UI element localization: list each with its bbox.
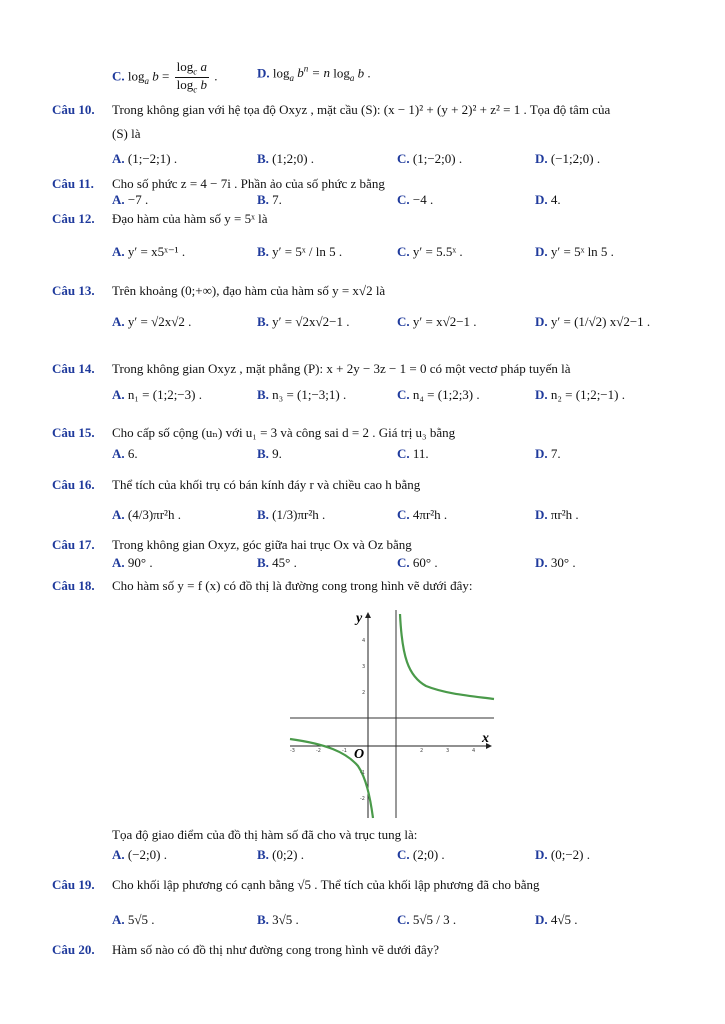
y-tick-label: 3	[362, 664, 366, 670]
q9-c-fraction	[175, 60, 209, 95]
option-label: B.	[257, 314, 269, 329]
option-text: 60° .	[412, 555, 438, 570]
q9-c-num-log: log	[176, 59, 194, 74]
q14-option-a	[112, 387, 202, 403]
q11-option-c	[397, 192, 433, 208]
q13-option-b	[257, 314, 349, 330]
option-text: n₃ = (1;−3;1) .	[272, 387, 347, 402]
q13-number: Câu 13.	[52, 283, 95, 298]
q9-c-num-var: a	[200, 59, 207, 74]
q15-stem: Cho cấp số cộng (uₙ) với u₁ = 3 và công sai d = 2 . Giá trị u₃ bằng	[112, 425, 456, 440]
option-text: (2;0) .	[412, 847, 445, 862]
x-tick-label: 2	[420, 748, 424, 754]
q15-option-c	[397, 446, 429, 462]
x-tick-label: 4	[472, 748, 476, 754]
option-text: −4 .	[412, 192, 434, 207]
q18-stem: Cho hàm số y = f (x) có đồ thị là đường cong trong hình vẽ dưới đây:	[112, 578, 473, 593]
q19-option-d	[535, 912, 578, 928]
option-label: C.	[397, 244, 410, 259]
option-text: (−2;0) .	[127, 847, 167, 862]
q18-question: Tọa độ giao điểm của đồ thị hàm số đã cho và trục tung là:	[112, 827, 418, 842]
option-text: y′ = x√2−1 .	[412, 314, 477, 329]
q13-stem: Trên khoảng (0;+∞), đạo hàm của hàm số y = x√2 là	[112, 283, 386, 298]
option-label: D.	[535, 507, 548, 522]
q11-number: Câu 11.	[52, 176, 94, 191]
q15-option-a	[112, 446, 138, 462]
option-text: 5√5 / 3 .	[412, 912, 457, 927]
q12-stem: Đạo hàm của hàm số y = 5ˣ là	[112, 211, 268, 226]
option-label: D.	[535, 387, 548, 402]
q9-c-den-var: b	[200, 77, 207, 93]
q17-option-d	[535, 555, 576, 571]
option-label: B.	[257, 912, 269, 927]
q13-option-c	[397, 314, 477, 330]
q10-stem-line2: (S) là	[112, 126, 141, 141]
q13-option-a	[112, 314, 191, 330]
option-text: n₁ = (1;2;−3) .	[127, 387, 202, 402]
q12-option-c	[397, 244, 463, 260]
q15-option-b	[257, 446, 282, 462]
q19-option-b	[257, 912, 299, 928]
q12-option-a	[112, 244, 185, 260]
option-text: 4.	[550, 192, 561, 207]
q9-d-log: log	[272, 65, 290, 81]
q9-c-num-sub: c	[193, 66, 198, 77]
y-tick-label: -1	[360, 770, 365, 776]
y-tick-label: -2	[360, 796, 365, 802]
option-text: 11.	[412, 446, 429, 461]
option-label: C.	[397, 387, 410, 402]
q19-number: Câu 19.	[52, 877, 95, 892]
q9-c-den-sub: c	[193, 84, 198, 95]
option-label: D.	[535, 314, 548, 329]
q9-c-log: log	[127, 68, 145, 84]
option-label: B.	[257, 151, 269, 166]
q12-option-b	[257, 244, 342, 260]
option-text: 9.	[272, 446, 282, 461]
graph-background	[286, 606, 498, 820]
option-text: (1;−2;1) .	[127, 151, 178, 166]
q11-stem: Cho số phức z = 4 − 7i . Phần ảo của số phức z bằng	[112, 176, 385, 191]
q19-option-c	[397, 912, 456, 928]
option-text: n₄ = (1;2;3) .	[412, 387, 480, 402]
q11-option-b	[257, 192, 282, 208]
option-text: y′ = x5ˣ⁻¹ .	[127, 244, 186, 259]
option-text: 45° .	[272, 555, 297, 570]
option-label: B.	[257, 387, 269, 402]
q14-number: Câu 14.	[52, 361, 95, 376]
option-label: D.	[535, 847, 548, 862]
option-label: B.	[257, 847, 269, 862]
option-label: B.	[257, 446, 269, 461]
option-text: (4/3)πr²h .	[127, 507, 181, 522]
option-label: B.	[257, 192, 269, 207]
q16-option-a	[112, 507, 181, 523]
option-text: (0;2) .	[272, 847, 304, 862]
option-label: A.	[112, 314, 125, 329]
q10-number: Câu 10.	[52, 102, 95, 117]
q11-option-d	[535, 192, 561, 208]
q20-stem: Hàm số nào có đồ thị như đường cong trong hình vẽ dưới đây?	[112, 942, 439, 957]
q16-option-d	[535, 507, 579, 523]
q19-stem: Cho khối lập phương có cạnh bằng √5 . Thể tích của khối lập phương đã cho bằng	[112, 877, 540, 892]
option-label: B.	[257, 507, 269, 522]
option-label: D.	[535, 151, 548, 166]
option-text: y′ = 5ˣ / ln 5 .	[272, 244, 343, 259]
option-text: 4√5 .	[550, 912, 578, 927]
q10-option-a	[112, 151, 177, 167]
q17-option-b	[257, 555, 297, 571]
option-text: 5√5 .	[127, 912, 155, 927]
option-text: (1;2;0) .	[272, 151, 315, 166]
option-text: y′ = √2x√2 .	[127, 314, 192, 329]
x-axis-label: x	[482, 731, 489, 746]
option-label: C.	[397, 192, 410, 207]
option-text: (1/3)πr²h .	[272, 507, 326, 522]
x-tick-label: -3	[290, 748, 295, 754]
q20-number: Câu 20.	[52, 942, 95, 957]
x-tick-label: -2	[316, 748, 321, 754]
q14-option-d	[535, 387, 625, 403]
option-label: A.	[112, 151, 125, 166]
option-text: 6.	[127, 446, 138, 461]
q9-c-den-log: log	[176, 77, 194, 93]
option-label: C.	[397, 912, 410, 927]
q18-option-b	[257, 847, 304, 863]
option-label: C.	[112, 68, 125, 84]
option-text: y′ = √2x√2−1 .	[272, 314, 350, 329]
q16-option-b	[257, 507, 325, 523]
option-text: (1;−2;0) .	[412, 151, 463, 166]
option-text: y′ = 5.5ˣ .	[412, 244, 463, 259]
origin-label: O	[354, 747, 365, 762]
q10-option-b	[257, 151, 314, 167]
option-text: y′ = (1/√2) x√2−1 .	[550, 314, 651, 329]
option-label: A.	[112, 847, 125, 862]
option-label: C.	[397, 446, 410, 461]
option-label: A.	[112, 192, 125, 207]
y-tick-label: 4	[362, 638, 366, 644]
q12-option-d	[535, 244, 614, 260]
q18-option-d	[535, 847, 590, 863]
option-label: D.	[257, 65, 270, 81]
option-label: D.	[535, 192, 548, 207]
option-text: 90° .	[127, 555, 153, 570]
option-text: 7.	[550, 446, 561, 461]
option-label: C.	[397, 314, 410, 329]
option-text: 7.	[272, 192, 282, 207]
option-label: D.	[535, 244, 548, 259]
option-text: −7 .	[127, 192, 149, 207]
option-label: A.	[112, 244, 125, 259]
q15-option-d	[535, 446, 561, 462]
q14-stem: Trong không gian Oxyz , mặt phẳng (P): x + 2y − 3z − 1 = 0 có một vectơ pháp tuyến là	[112, 361, 571, 376]
q10-stem: Trong không gian với hệ tọa độ Oxyz , mặt cầu (S): (x − 1)² + (y + 2)² + z² = 1 . Tọa độ tâm của	[112, 102, 611, 117]
q18-graph	[286, 606, 498, 820]
q17-number: Câu 17.	[52, 537, 95, 552]
option-label: B.	[257, 244, 269, 259]
option-text: (−1;2;0) .	[550, 151, 601, 166]
option-label: C.	[397, 847, 410, 862]
option-text: n₂ = (1;2;−1) .	[550, 387, 625, 402]
option-text: 30° .	[550, 555, 576, 570]
q17-option-c	[397, 555, 438, 571]
option-text: 4πr²h .	[412, 507, 448, 522]
y-tick-label: 2	[362, 690, 366, 696]
y-axis-label: y	[356, 611, 363, 626]
option-label: D.	[535, 555, 548, 570]
option-label: C.	[397, 151, 410, 166]
q14-option-c	[397, 387, 480, 403]
option-label: B.	[257, 555, 269, 570]
q12-number: Câu 12.	[52, 211, 95, 226]
option-label: A.	[112, 912, 125, 927]
option-label: A.	[112, 507, 125, 522]
q16-number: Câu 16.	[52, 477, 95, 492]
option-text: 3√5 .	[272, 912, 299, 927]
q18-option-a	[112, 847, 167, 863]
x-tick-label: 3	[446, 748, 450, 754]
option-label: A.	[112, 555, 125, 570]
x-tick-label: -1	[342, 748, 347, 754]
option-label: A.	[112, 446, 125, 461]
option-text: πr²h .	[550, 507, 579, 522]
option-text: (0;−2) .	[550, 847, 590, 862]
q15-number: Câu 15.	[52, 425, 95, 440]
option-label: C.	[397, 555, 410, 570]
q18-option-c	[397, 847, 445, 863]
q18-number: Câu 18.	[52, 578, 95, 593]
option-label: C.	[397, 507, 410, 522]
q11-option-a	[112, 192, 148, 208]
option-label: D.	[535, 446, 548, 461]
q10-option-d	[535, 151, 600, 167]
q17-option-a	[112, 555, 153, 571]
q16-option-c	[397, 507, 447, 523]
q9-option-c: C. $\log_a b$ = $\frac{\log_c a}{\log_c b}$ .	[112, 59, 218, 95]
q19-option-a	[112, 912, 155, 928]
q9-option-d: D. $\log_a b^n = n$ $\log_a b$ .	[257, 64, 371, 83]
option-label: A.	[112, 387, 125, 402]
q16-stem: Thể tích của khối trụ có bán kính đáy r và chiều cao h bằng	[112, 477, 421, 492]
q17-stem: Trong không gian Oxyz, góc giữa hai trục Ox và Oz bằng	[112, 537, 412, 552]
option-label: D.	[535, 912, 548, 927]
q13-option-d	[535, 314, 650, 330]
option-text: y′ = 5ˣ ln 5 .	[550, 244, 614, 259]
q14-option-b	[257, 387, 346, 403]
q10-option-c	[397, 151, 462, 167]
